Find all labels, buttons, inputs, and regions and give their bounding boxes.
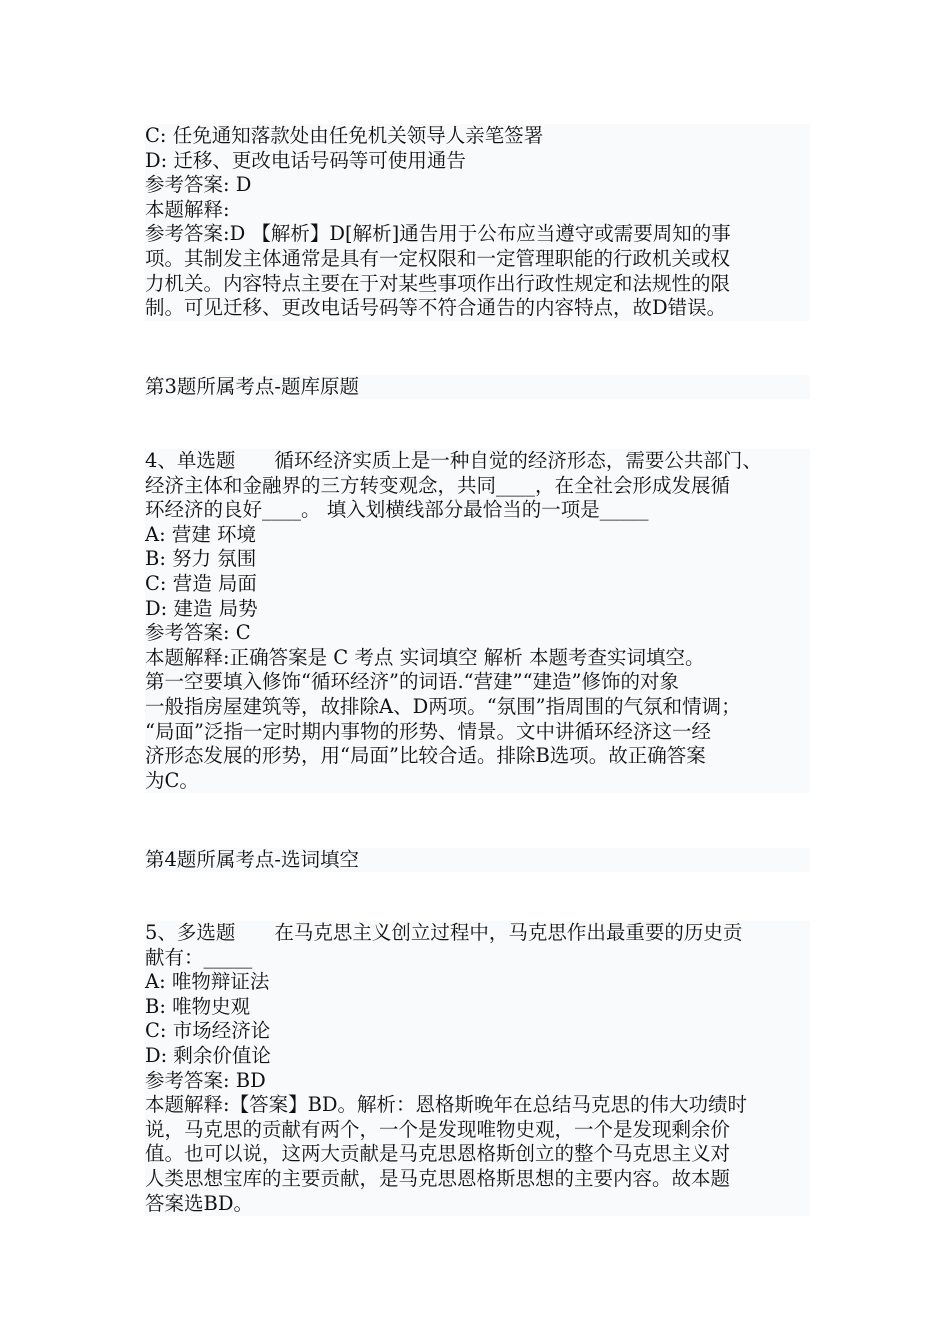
reference-answer: 参考答案: BD [145, 1068, 266, 1092]
explanation-line: 为C。 [145, 768, 199, 792]
explanation-line: 制。可见迁移、更改电话号码等不符合通告的内容特点，故D错误。 [145, 296, 727, 320]
option-b: B: 努力 氛围 [145, 547, 257, 571]
option-d: D: 建造 局势 [145, 596, 258, 620]
question-2-tail [145, 124, 810, 321]
option-c: C: 市场经济论 [145, 1019, 271, 1043]
explanation-line: 说，马克思的贡献有两个，一个是发现唯物史观，一个是发现剩余价 [145, 1117, 731, 1141]
question-stem-line: 经济主体和金融界的三方转变观念，共同____，在全社会形成发展循 [145, 473, 731, 497]
explanation-line: 人类思想宝库的主要贡献，是马克思恩格斯思想的主要内容。故本题 [145, 1166, 731, 1190]
option-d: D: 剩余价值论 [145, 1043, 271, 1067]
option-c: C: 营造 局面 [145, 571, 257, 595]
topic-heading-3: 第3题所属考点-题库原题 [145, 375, 810, 399]
explanation-line: 项。其制发主体通常是具有一定权限和一定管理职能的行政机关或权 [145, 246, 731, 270]
question-stem-line: 环经济的良好____。 填入划横线部分最恰当的一项是_____ [145, 498, 649, 522]
explanation-line: 力机关。内容特点主要在于对某些事项作出行政性规定和法规性的限 [145, 271, 731, 295]
reference-answer: 参考答案: D [145, 173, 252, 197]
option-a: A: 唯物辩证法 [145, 970, 270, 994]
topic-heading-4: 第4题所属考点-选词填空 [145, 848, 810, 872]
option-b: B: 唯物史观 [145, 994, 251, 1018]
explanation-line: 本题解释:正确答案是 C 考点 实词填空 解析 本题考查实词填空。 [145, 645, 705, 669]
question-4 [145, 449, 810, 793]
explanation-label: 本题解释: [145, 197, 230, 221]
explanation-line: 济形态发展的形势，用“局面”比较合适。排除B选项。故正确答案 [145, 744, 706, 768]
explanation-line: 本题解释:【答案】BD。解析：恩格斯晚年在总结马克思的伟大功绩时 [145, 1093, 748, 1117]
explanation-line: 值。也可以说，这两大贡献是马克思恩格斯创立的整个马克思主义对 [145, 1142, 731, 1166]
question-stem-line: 献有：_____ [145, 945, 253, 969]
option-c: C: 任免通知落款处由任免机关领导人亲笔签署 [145, 124, 544, 147]
question-stem-line: 5、多选题 在马克思主义创立过程中，马克思作出最重要的历史贡 [145, 921, 743, 944]
explanation-line: 第一空要填入修饰“循环经济”的词语.“营建”“建造”修饰的对象 [145, 670, 680, 694]
question-stem-line: 4、单选题 循环经济实质上是一种自觉的经济形态，需要公共部门、 [145, 449, 762, 472]
option-a: A: 营建 环境 [145, 522, 257, 546]
explanation-line: 答案选BD。 [145, 1191, 253, 1215]
reference-answer: 参考答案: C [145, 621, 251, 645]
explanation-line: “局面”泛指一定时期内事物的形势、情景。文中讲循环经济这一经 [145, 719, 711, 743]
question-5 [145, 921, 810, 1216]
explanation-line: 一般指房屋建筑等，故排除A、D两项。“氛围”指周围的气氛和情调； [145, 694, 741, 718]
explanation-line: 参考答案:D 【解析】D[解析]通告用于公布应当遵守或需要周知的事 [145, 222, 731, 246]
option-d: D: 迁移、更改电话号码等可使用通告 [145, 148, 466, 172]
